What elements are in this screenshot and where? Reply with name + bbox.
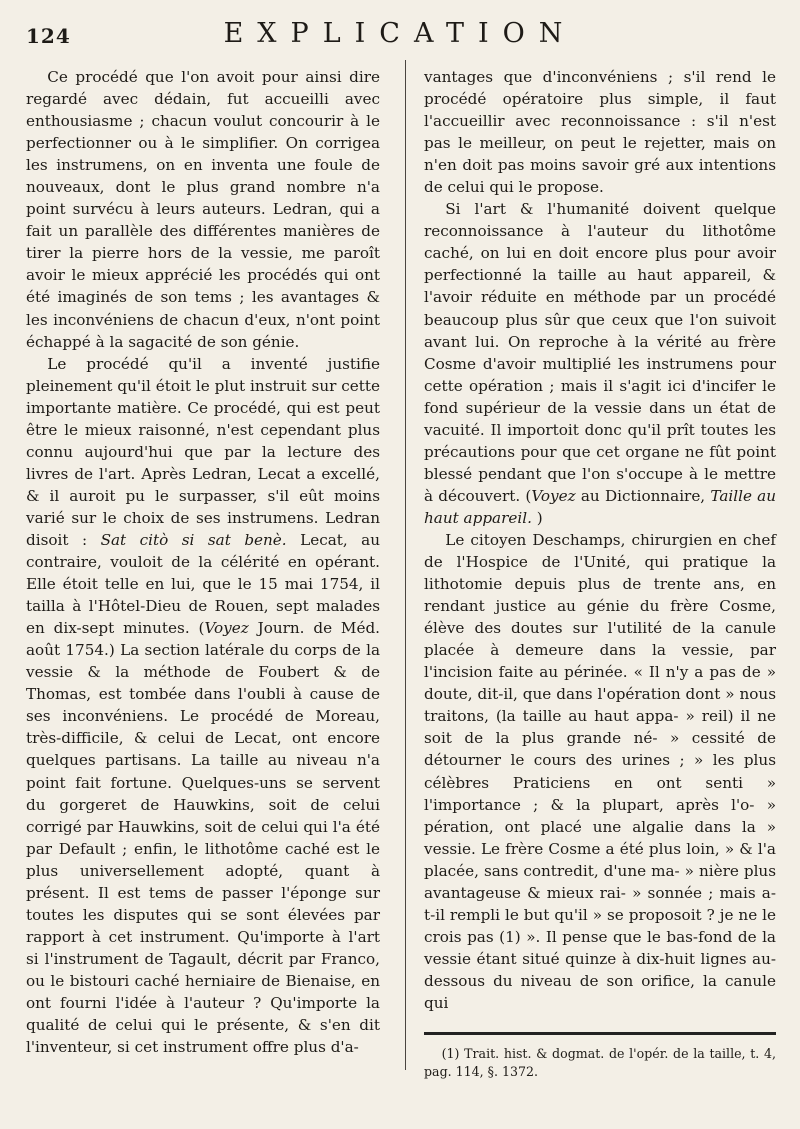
page-header (26, 18, 774, 58)
left-paragraph-2-text-c: Journ. de Méd. août 1754.) La section latérale du corps de la vessie & la méthode de Foubert & de Thomas, est tombée dans l'oubli à cause de ses inconvéniens. Le procédé de Moreau, très-difficile, & celui de Lecat, ont encore quelques partisans. La taille au niveau n'a point fait fortune. Quelques-uns se servent du gorgeret de Hauwkins, soit de celui corrigé par Hauwkins, soit de celui qui l'a été par Default ; enfin, le lithotôme caché est le plus universellement adopté, quant à présent. Il est tems de passer l'éponge sur toutes les disputes qui se sont élevées par rapport à cet instrument. Qu'importe à l'art si l'instrument de Tagault, décrit par Franco, ou le bistouri caché herniaire de Bienaise, en ont fourni l'idée à l'auteur ? Qu'importe la qualité de celui qui le présente, & s'en dit l'inventeur, si cet instrument offre plus d'a- (26, 619, 381, 1057)
latin-quote: Sat citò si sat benè. (100, 530, 287, 549)
right-paragraph-2-text: Si l'art & l'humanité doivent quelque reconnoissance à l'auteur du lithotôme caché, on lui en doit encore plus pour avoir perfectionné la taille au haut appareil, & l'avoir réduite en méthode par un procédé beaucoup plus sûr que ceux que l'on suivoit avant lui. On reproche à la vérité au frère Cosme d'avoir multiplié les instrumens pour cette opération ; mais il s'agit ici d'incifer le fond supérieur de la vessie dans un état de vacuité. Il importoit donc qu'il prît toutes les précautions pour que cet organe ne fût point blessé pendant que l'on s'occupe à le mettre à découvert. ( (424, 200, 776, 505)
taille-reference: Taille au haut appareil. (424, 486, 777, 527)
dictionnaire-reference: au Dictionnaire, (580, 486, 706, 505)
column-divider (405, 60, 406, 1070)
right-column (424, 66, 776, 1081)
footnote: (1) Trait. hist. & dogmat. de l'opér. de la taille, t. 4, pag. 114, §. 1372. (424, 1046, 776, 1080)
voyez-reference: Voyez (204, 619, 249, 638)
left-column (26, 66, 380, 1058)
running-title: EXPLICATION (223, 18, 577, 49)
left-paragraph-2-text-a: Le procédé qu'il a inventé justifie pleinement qu'il étoit le plut instruit sur cette importante matière. Ce procédé, qui est peut être le mieux raisonné, n'est cependant plus connu aujourd'hui que par la lecture des livres de l'art. Après Ledran, Lecat a excellé, & il auroit pu le surpasser, s'il eût moins varié sur le choix de ses instrumens. Ledran disoit : (26, 354, 380, 549)
right-paragraph-1: vantages que d'inconvéniens ; s'il rend le procédé opératoire plus simple, il faut l'accueillir avec reconnoissance : s'il n'est pas le meilleur, on peut le rejetter, mais on n'en doit pas moins savoir gré aux intentions de celui qui le propose. (424, 68, 776, 197)
footnote-rule (424, 1032, 776, 1035)
reference-close: ) (536, 508, 543, 527)
right-paragraph-2 (424, 198, 776, 529)
left-paragraph-2-text-b: Lecat, au contraire, vouloit de la célérité en opérant. Elle étoit telle en lui, que le 15 mai 1754, il tailla à l'Hôtel-Dieu de Rouen, sept malades en dix-sept minutes. ( (26, 530, 381, 638)
page-number: 124 (26, 24, 71, 48)
right-paragraph-3: Le citoyen Deschamps, chirurgien en chef de l'Hospice de l'Unité, qui pratique la lithotomie depuis plus de trente ans, en rendant justice au génie du frère Cosme, élève des doutes sur l'utilité de la canule placée à demeure dans la vessie, par l'incision faite au périnée. « Il n'y a pas de » doute, dit-il, que dans l'opération dont » nous traitons, (la taille au haut appa- » reil) il ne soit de la plus grande né- » cessité de détourner le cours des urines ; » les plus célèbres Praticiens en ont senti » l'importance ; & la plupart, après l'o- » pération, ont placé une algalie dans la » vessie. Le frère Cosme a été plus loin, » & l'a placée, sans contredit, d'une ma- » nière plus avantageuse & mieux rai- » sonnée ; mais a-t-il rempli le but qu'il » se proposoit ? je ne le crois pas (1) ». Il pense que le bas-fond de la vessie étant situé quinze à dix-huit lignes au-dessous du niveau de son orifice, la canule qui (424, 530, 776, 1012)
left-paragraph-1: Ce procédé que l'on avoit pour ainsi dire regardé avec dédain, fut accueilli avec enthousiasme ; chacun voulut concourir à le perfectionner ou à le simplifier. On corrigea les instrumens, on en inventa une foule de nouveaux, dont le plus grand nombre n'a point survécu à leurs auteurs. Ledran, qui a fait un parallèle des différentes manières de tirer la pierre hors de la vessie, me paroît avoir le mieux apprécié les procédés qui ont été imaginés de son tems ; les avantages & les inconvéniens de chacun d'eux, n'ont point échappé à la sagacité de son génie. (26, 68, 380, 351)
voyez-reference-right: Voyez (531, 486, 576, 505)
left-paragraph-2 (26, 353, 380, 1059)
